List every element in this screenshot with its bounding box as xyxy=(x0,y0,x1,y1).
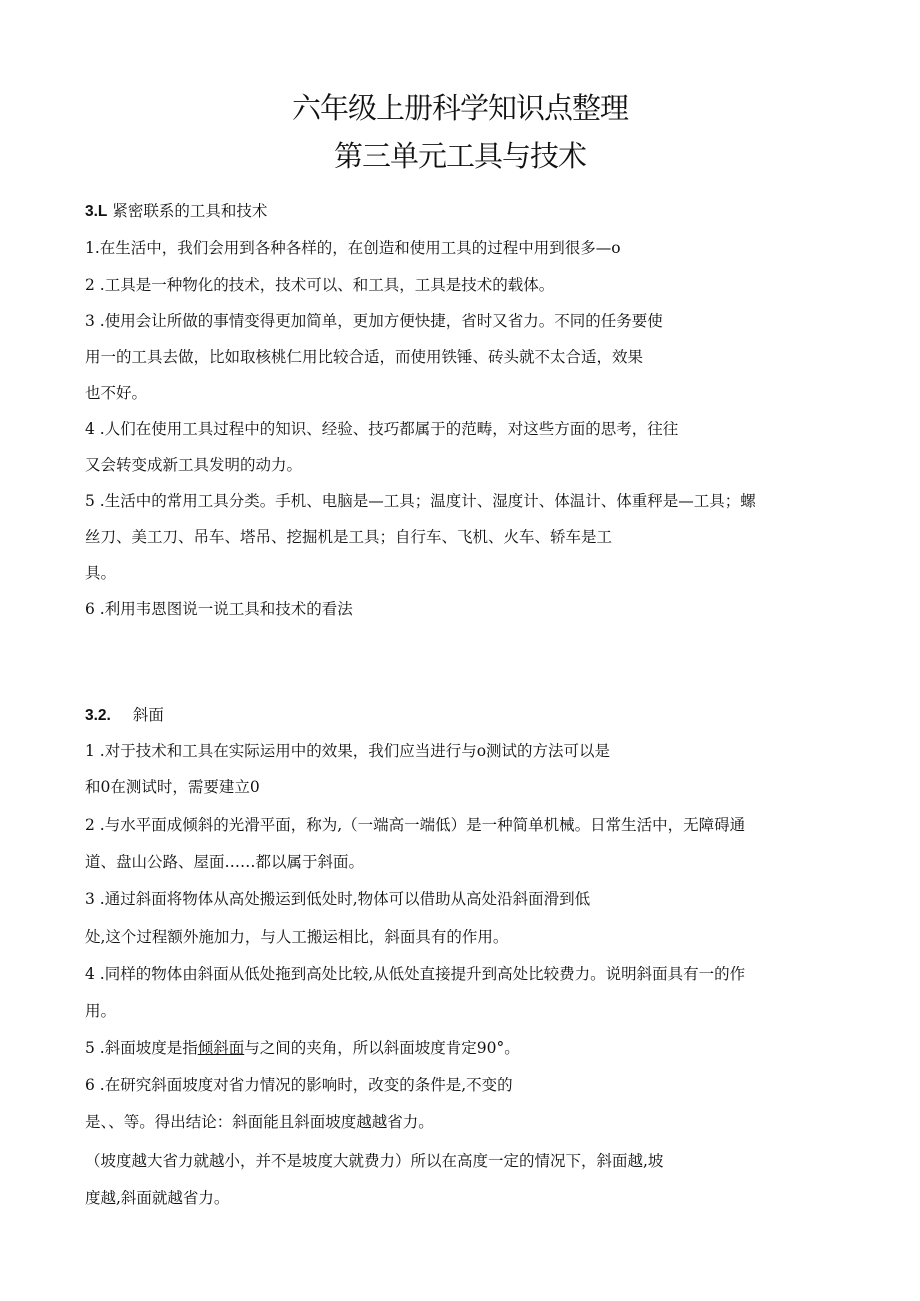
line-text: 与之间的夹角，所以斜面坡度肯定90°。 xyxy=(244,1039,520,1057)
paragraph-line: 也不好。 xyxy=(85,384,148,402)
paragraph-line: 3 .通过斜面将物体从高处搬运到低处时,物体可以借助从高处沿斜面滑到低 xyxy=(85,890,591,908)
paragraph-line: 2 .与水平面成倾斜的光滑平面，称为,（一端高一端低）是一种简单机械。日常生活中，无障碍通 xyxy=(85,816,746,834)
paragraph-line: 3 .使用会让所做的事情变得更加简单，更加方便快捷，省时又省力。不同的任务要使 xyxy=(85,312,663,330)
paragraph-line: 和0在测试时，需要建立0 xyxy=(85,778,260,796)
paragraph-line: 6 .在研究斜面坡度对省力情况的影响时，改变的条件是,不变的 xyxy=(85,1076,513,1094)
paragraph-line: 丝刀、美工刀、吊车、塔吊、挖掘机是工具；自行车、飞机、火车、轿车是工 xyxy=(85,528,613,546)
underlined-term: 倾斜面 xyxy=(197,1039,245,1057)
paragraph-line: 2 .工具是一种物化的技术，技术可以、和工具，工具是技术的载体。 xyxy=(85,276,555,294)
paragraph-line: 道、盘山公路、屋面……都以属于斜面。 xyxy=(85,853,365,871)
document-title: 六年级上册科学知识点整理 xyxy=(291,91,628,125)
paragraph-line: 1.在生活中，我们会用到各种各样的，在创造和使用工具的过程中用到很多—o xyxy=(85,239,621,257)
section-title: 斜面 xyxy=(132,706,164,724)
paragraph-line: 用。 xyxy=(85,1002,117,1020)
paragraph-line: 又会转变成新工具发明的动力。 xyxy=(85,456,303,474)
paragraph-line: 5 .生活中的常用工具分类。手机、电脑是—工具；温度计、湿度计、体温计、体重秤是—工具；螺 xyxy=(85,492,756,510)
paragraph-line: 用一的工具去做，比如取核桃仁用比较合适，而使用铁锤、砖头就不太合适，效果 xyxy=(85,348,644,366)
paragraph-line: 处,这个过程额外施加力，与人工搬运相比，斜面具有的作用。 xyxy=(85,928,509,946)
section-number: 3.2. xyxy=(85,707,111,724)
paragraph-line: 4 .同样的物体由斜面从低处拖到高处比较,从低处直接提升到高处比较费力。说明斜面具有一的作 xyxy=(85,965,746,983)
section-number: 3.L xyxy=(85,203,108,220)
section-heading-3-2 xyxy=(85,704,164,727)
paragraph-line: （坡度越大省力就越小，并不是坡度大就费力）所以在高度一定的情况下，斜面越,坡 xyxy=(85,1152,664,1170)
paragraph-line: 6 .利用韦恩图说一说工具和技术的看法 xyxy=(85,600,353,618)
section-title: 紧密联系的工具和技术 xyxy=(112,202,268,220)
paragraph-line: 度越,斜面就越省力。 xyxy=(85,1189,230,1207)
paragraph-line: 是、、等。得出结论：斜面能且斜面坡度越越省力。 xyxy=(85,1113,434,1131)
line-text: 5 .斜面坡度是指 xyxy=(85,1039,198,1057)
unit-title: 第三单元工具与技术 xyxy=(333,139,586,173)
section-heading-3-1 xyxy=(85,200,267,223)
paragraph-line: 具。 xyxy=(85,564,117,582)
paragraph-line xyxy=(85,1037,520,1059)
paragraph-line: 1 .对于技术和工具在实际运用中的效果，我们应当进行与o测试的方法可以是 xyxy=(85,742,611,760)
paragraph-line: 4 .人们在使用工具过程中的知识、经验、技巧都属于的范畴，对这些方面的思考，往往 xyxy=(85,420,679,438)
